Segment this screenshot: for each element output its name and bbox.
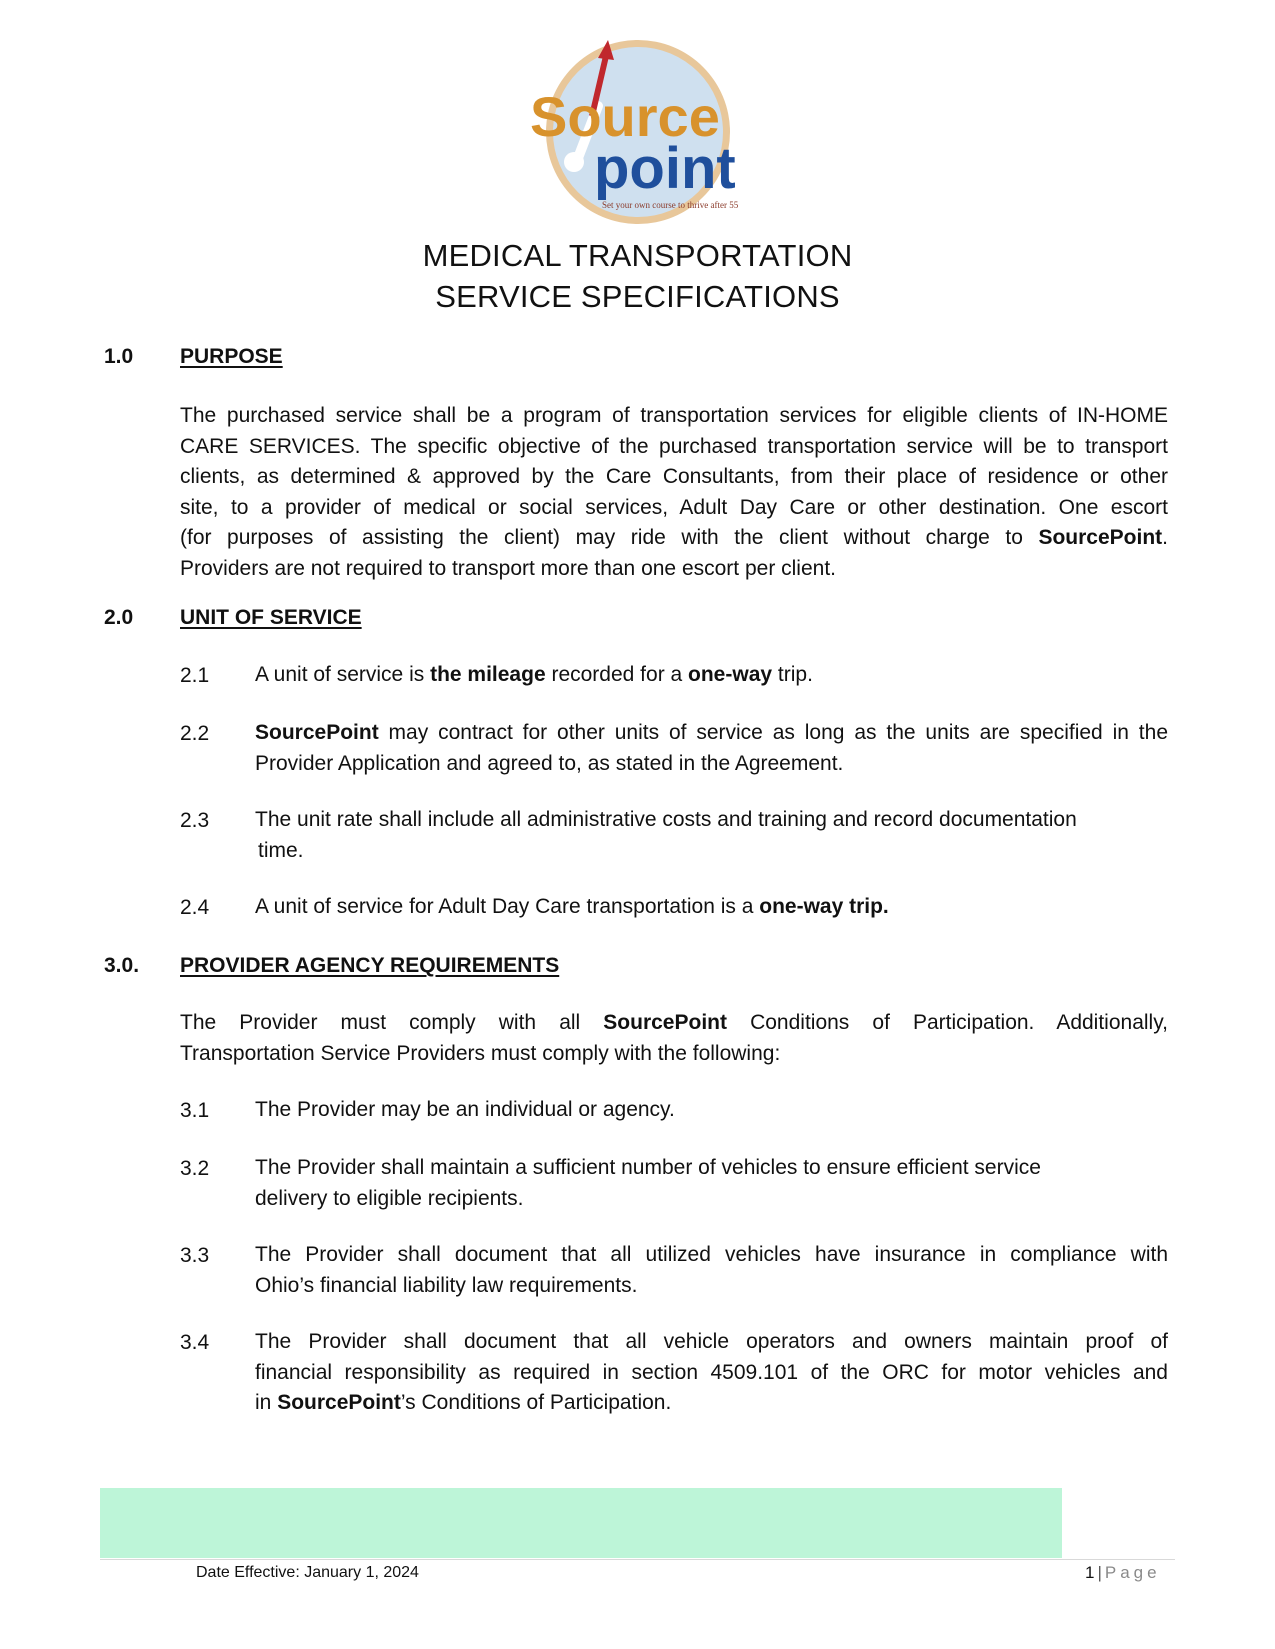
item-line: The Provider shall document that all vehicle operators and owners maintain proof of (255, 1330, 1168, 1353)
item-line (255, 718, 1168, 749)
brand-name: SourcePoint (1038, 526, 1163, 549)
section1-heading: PURPOSE (180, 345, 283, 368)
page-title-line1: MEDICAL TRANSPORTATION (422, 238, 853, 273)
item-line: Provider Application and agreed to, as stated in the Agreement. (255, 751, 844, 775)
item-number: 3.1 (180, 1099, 210, 1122)
item-text: trip. (772, 663, 813, 686)
item-3-2 (255, 1153, 1168, 1214)
s1-line5-text: (for purposes of assisting the client) may ride with the client without charge to (180, 526, 1039, 549)
footer-page-number (1085, 1563, 1161, 1583)
item-number: 3.4 (180, 1331, 210, 1354)
item-line: time. (258, 838, 304, 862)
section3-intro (180, 1008, 1168, 1069)
logo-word-source: Source (530, 85, 720, 148)
item-line: financial responsibility as required in section 4509.101 of the ORC for motor vehicles and (255, 1360, 1168, 1384)
item-bold: one-way (688, 663, 773, 686)
s1-line: CARE SERVICES. The specific objective of the purchased transportation service will be to transport (180, 434, 1168, 458)
s3-text: The Provider must comply with all (180, 1011, 604, 1034)
item-3-1: The Provider may be an individual or agency. (255, 1098, 675, 1121)
item-text: in (255, 1391, 278, 1414)
sourcepoint-logo (510, 30, 790, 230)
brand-name: SourcePoint (603, 1011, 727, 1034)
item-text: A unit of service for Adult Day Care transportation is a (255, 895, 760, 918)
item-number: 2.2 (180, 722, 210, 745)
item-2-3 (255, 805, 1168, 866)
item-3-3 (255, 1240, 1168, 1301)
item-number: 2.4 (180, 896, 210, 919)
logo-word-point: point (594, 136, 736, 201)
s3-text: Conditions of Participation. Additionally, (726, 1011, 1168, 1034)
brand-name: SourcePoint (255, 721, 379, 744)
s1-line: clients, as determined & approved by the Care Consultants, from their place of residence or other (180, 465, 1168, 488)
section3-heading: PROVIDER AGENCY REQUIREMENTS (180, 954, 560, 977)
item-text: A unit of service is (255, 663, 431, 686)
item-line: The Provider shall maintain a sufficient number of vehicles to ensure efficient service (255, 1156, 1041, 1179)
item-line: delivery to eligible recipients. (255, 1186, 524, 1210)
s1-line: site, to a provider of medical or social services, Adult Day Care or other destination. One escort (180, 495, 1168, 519)
footer-date-effective: Date Effective: January 1, 2024 (196, 1564, 419, 1581)
section1-paragraph (180, 401, 1168, 584)
item-number: 3.2 (180, 1157, 210, 1180)
item-line: Ohio’s financial liability law requirements. (255, 1273, 638, 1297)
item-3-4 (255, 1327, 1168, 1419)
item-2-1 (255, 660, 1168, 691)
item-number: 2.1 (180, 664, 210, 687)
footer-divider (100, 1559, 1175, 1560)
item-bold: one-way trip. (759, 895, 889, 918)
page-number: 1 (1085, 1563, 1095, 1582)
s3-line: Transportation Service Providers must comply with the following: (180, 1041, 781, 1065)
page-title-line2: SERVICE SPECIFICATIONS (435, 279, 840, 314)
logo-tagline: Set your own course to thrive after 55 (602, 200, 739, 210)
s1-line: The purchased service shall be a program of transportation services for eligible clients of IN-HOME (180, 404, 1168, 427)
brand-name: SourcePoint (277, 1391, 401, 1414)
page-label: Page (1104, 1563, 1161, 1582)
item-text: ’s Conditions of Participation. (400, 1391, 672, 1414)
item-2-4 (255, 892, 1168, 923)
s1-line (180, 523, 1168, 554)
s3-line (180, 1008, 1168, 1039)
highlight-band (100, 1488, 1062, 1558)
item-bold: the mileage (430, 663, 546, 686)
item-line (255, 1388, 1168, 1419)
item-number: 2.3 (180, 809, 210, 832)
section3-number: 3.0. (104, 954, 140, 977)
section2-heading: UNIT OF SERVICE (180, 606, 362, 629)
item-line: The Provider shall document that all utilized vehicles have insurance in compliance with (255, 1243, 1168, 1266)
s1-line5-end: . (1162, 526, 1168, 549)
needle-base (564, 152, 584, 172)
item-text: recorded for a (545, 663, 689, 686)
section2-number: 2.0 (104, 606, 134, 629)
item-text: may contract for other units of service as long as the units are specified in the (378, 721, 1168, 744)
item-2-2 (255, 718, 1168, 779)
page-separator: | (1097, 1563, 1102, 1582)
section1-number: 1.0 (104, 345, 134, 368)
item-number: 3.3 (180, 1244, 210, 1267)
item-line: The unit rate shall include all administrative costs and training and record documentation (255, 808, 1077, 831)
s1-line: Providers are not required to transport more than one escort per client. (180, 556, 837, 580)
